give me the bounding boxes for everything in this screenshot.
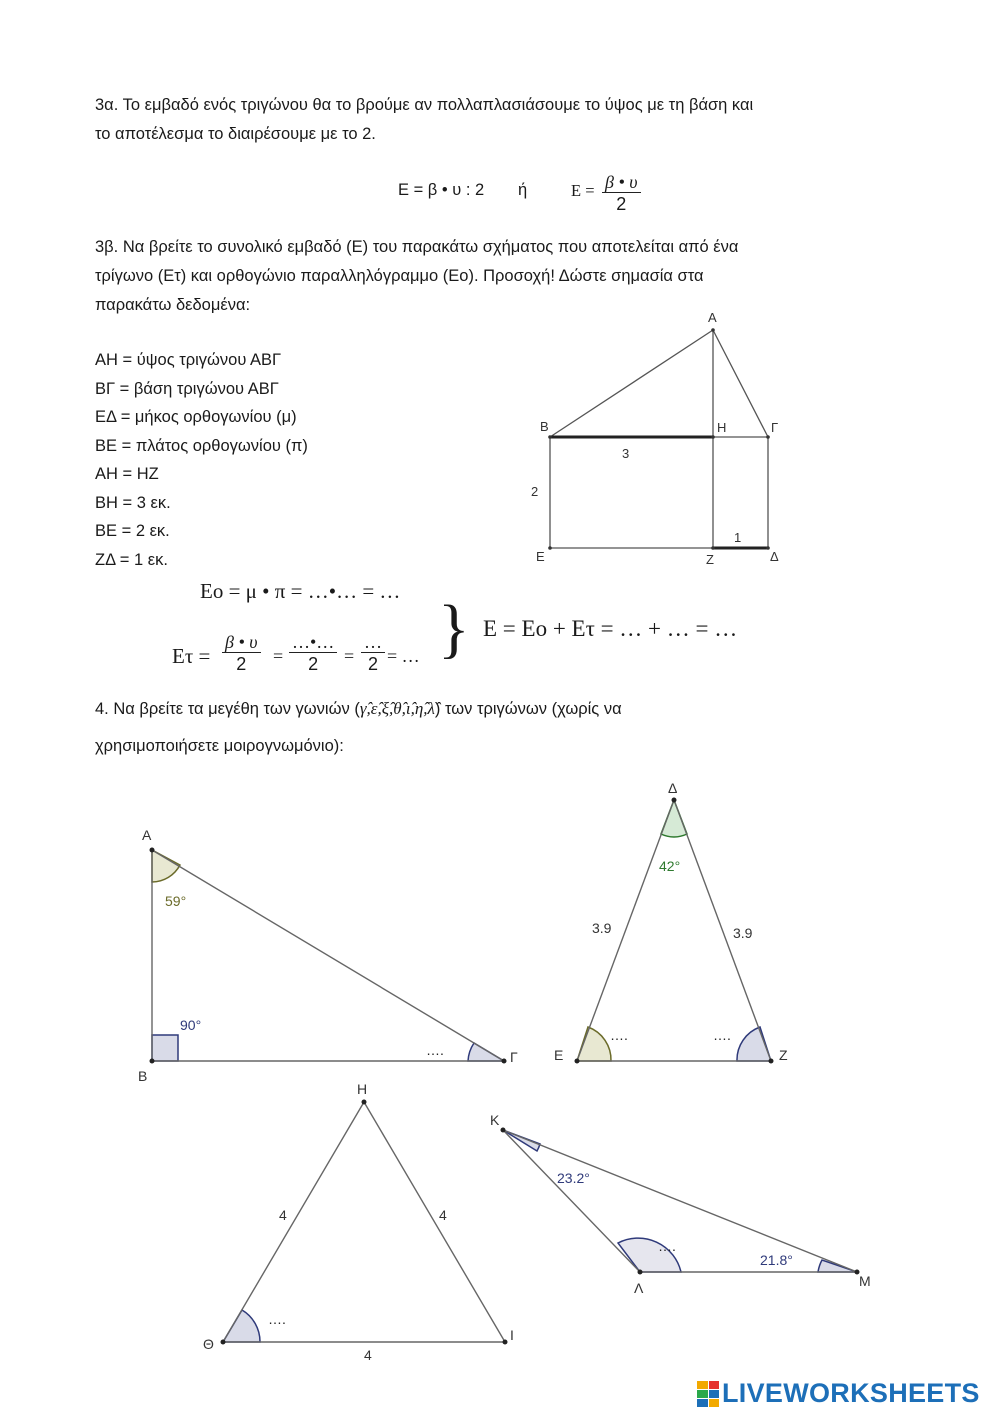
unknown-angle-th: …. [268, 1311, 286, 1327]
unknown-angle-g: …. [426, 1042, 444, 1058]
vertex-label: Μ [859, 1273, 871, 1289]
angle-d-marker [661, 800, 687, 837]
side-hi-label: 4 [439, 1207, 447, 1223]
area-formula-text: Ε = β • υ : 2 [398, 181, 485, 199]
angle-th-marker [223, 1310, 260, 1342]
angle-symbols: γ̂,ε̂,ξ̂,θ̂,ι̂,η̂,λ̂ [359, 699, 435, 718]
unknown-angle-z: …. [713, 1027, 731, 1043]
vertex-label: Λ [634, 1280, 644, 1296]
section-3b-line-2: τρίγωνο (Ετ) και ορθογώνιο παραλληλόγραμμο (Εο). Προσοχή! Δώστε σημασία στα [95, 267, 704, 285]
vertex-label: Ι [510, 1327, 514, 1343]
fraction-denominator: 2 [236, 654, 247, 674]
angle-a-marker [152, 850, 180, 882]
length-label: 3 [622, 446, 630, 461]
vertex-label: Θ [203, 1336, 214, 1352]
unknown-angle-e: …. [610, 1027, 628, 1043]
vertex-label: Η [357, 1081, 368, 1097]
vertex-label: Η [717, 420, 727, 435]
vertex-label: Α [708, 310, 717, 325]
liveworksheets-logo [697, 1378, 980, 1409]
or-word: ή [518, 181, 528, 199]
angle-a-label: 59° [165, 893, 187, 909]
given-item: ΑΗ = ΗΖ [95, 465, 159, 483]
fraction-numerator: …•… [292, 632, 335, 652]
fraction-denominator: 2 [367, 654, 378, 674]
vertex-label: Β [138, 1068, 148, 1084]
section-4-text-after: ) των τριγώνων (χωρίς να [434, 700, 622, 718]
equation-et-tail: = … [387, 646, 420, 666]
length-label: 1 [734, 530, 742, 545]
angle-e-marker [577, 1027, 611, 1061]
unknown-angle-l: …. [658, 1238, 676, 1254]
vertex-label: Ε [536, 549, 545, 564]
length-label: 2 [531, 484, 539, 499]
section-3a-line-1: 3α. Το εμβαδό ενός τριγώνου θα το βρούμε αν πολλαπλασιάσουμε το ύψος με τη βάση και [95, 96, 754, 114]
fraction-denominator: 2 [616, 194, 627, 214]
angle-z-marker [737, 1027, 771, 1061]
curly-brace: } [438, 592, 470, 665]
given-item: ΒΕ = 2 εκ. [95, 522, 170, 540]
given-item: ΒΓ = βάση τριγώνου ΑΒΓ [95, 380, 279, 398]
vertex-label: Β [540, 419, 549, 434]
vertex-label: Γ [771, 420, 779, 435]
vertex-label: Ε [554, 1047, 564, 1063]
section-4-line-2: χρησιμοποιήσετε μοιρογνωμόνιο): [95, 737, 344, 755]
given-item: ΑΗ = ύψος τριγώνου ΑΒΓ [95, 351, 282, 369]
side-dz-label: 3.9 [733, 925, 753, 941]
vertex-label: Γ [510, 1049, 518, 1065]
angle-m-label: 21.8° [760, 1252, 793, 1268]
section-4-text-before: 4. Να βρείτε τα μεγέθη των γωνιών ( [95, 700, 360, 718]
angle-k-label: 23.2° [557, 1170, 590, 1186]
equation-total: Ε = Εο + Ετ = … + … = … [483, 616, 738, 641]
logo-text: LIVEWORKSHEETS [722, 1378, 980, 1408]
triangle-abg [138, 827, 518, 1084]
area-formula-2-prefix: Ε = [571, 181, 595, 200]
vertex-label: Ζ [706, 552, 714, 567]
right-angle-b-marker [152, 1035, 178, 1061]
fraction-denominator: 2 [308, 654, 319, 674]
side-hth-label: 4 [279, 1207, 287, 1223]
given-item: ΕΔ = μήκος ορθογωνίου (μ) [95, 408, 297, 426]
vertex-label: Ζ [779, 1047, 788, 1063]
angle-d-label: 42° [659, 858, 681, 874]
section-3b-line-1: 3β. Να βρείτε το συνολικό εμβαδό (Ε) του παρακάτω σχήματος που αποτελείται από ένα [95, 238, 739, 256]
triangle-dez [554, 780, 788, 1064]
fraction-numerator: β • υ [605, 172, 638, 192]
section-3b-line-3: παρακάτω δεδομένα: [95, 296, 251, 314]
angle-k-marker [503, 1130, 540, 1151]
given-item: ΒΕ = πλάτος ορθογωνίου (π) [95, 437, 308, 455]
given-item: ΒΗ = 3 εκ. [95, 494, 171, 512]
equals-sign: = [344, 646, 355, 666]
fraction-numerator: β • υ [225, 632, 258, 652]
section-3a-line-2: το αποτέλεσμα το διαιρέσουμε με το 2. [95, 125, 376, 143]
side-de-label: 3.9 [592, 920, 612, 936]
equation-eo: Εο = μ • π = …•… = … [200, 579, 401, 603]
triangle-klm [490, 1112, 871, 1296]
logo-icon [697, 1381, 719, 1407]
equation-et-prefix: Ετ = [172, 644, 211, 668]
angle-b-label: 90° [180, 1017, 202, 1033]
triangle-hthi [203, 1081, 514, 1363]
fraction-numerator: … [364, 632, 382, 652]
given-item: ΖΔ = 1 εκ. [95, 551, 168, 569]
side-thi-label: 4 [364, 1347, 372, 1363]
equals-sign: = [273, 646, 284, 666]
vertex-label: Α [142, 827, 152, 843]
vertex-label: Δ [770, 549, 779, 564]
vertex-label: Κ [490, 1112, 500, 1128]
vertex-label: Δ [668, 780, 678, 796]
